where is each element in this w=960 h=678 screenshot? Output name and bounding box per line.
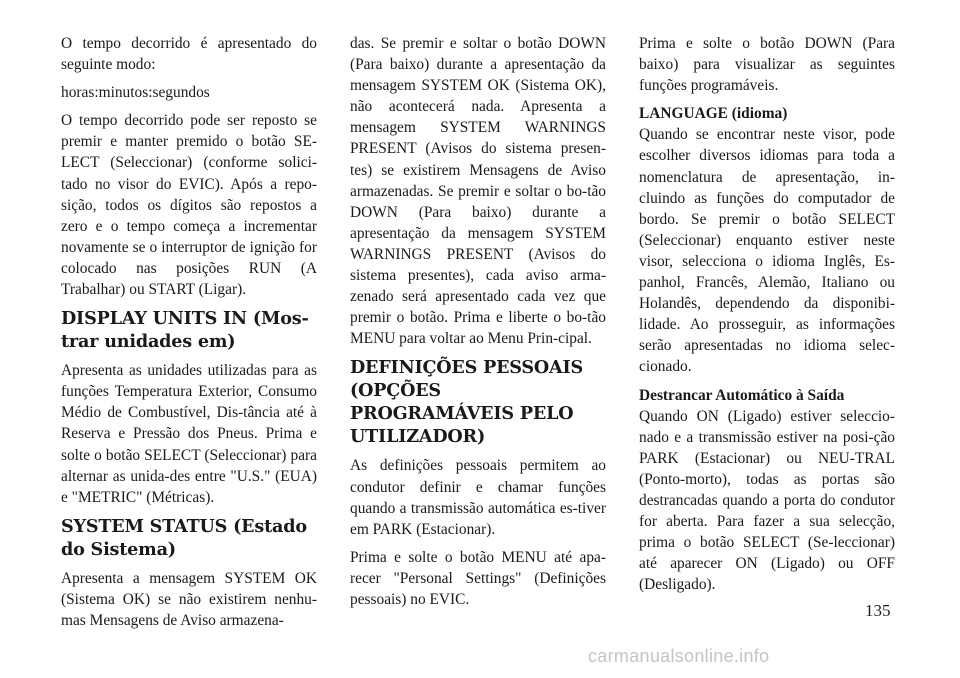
column-right: [639, 33, 895, 602]
paragraph: horas:minutos:segundos: [61, 84, 210, 102]
paragraph: das. Se premir e soltar o botão DOWN (Para baixo) durante a apresentação da mensagem SYSTEM OK (Sistema OK), não acontecerá nada. Apresenta a mensagem SYSTEM WARNINGS PRESENT (Avisos do sistema presen-tes) se existirem Mensagens de Aviso armazenadas. Se premir e soltar o bo-tão DOWN (Para baixo) durante a apresentação da mensagem SYSTEM WARNINGS PRESENT (Avisos do sistema presentes), cada aviso arma-zenado será apresentado cada vez que premir o botão. Prima e liberte o bo-tão MENU para voltar ao Menu Prin-cipal.: [350, 35, 606, 348]
column-left: [61, 33, 317, 638]
subsection: [639, 385, 895, 596]
paragraph: Apresenta as unidades utilizadas para as funções Temperatura Exterior, Consumo Médio de Combustível, Dis-tância até à Reserva e Pressão dos Pneus. Prima e solte o botão SELECT (Seleccionar) para alternar as unida-des entre "U.S." (EUA) e "METRIC" (Métricas).: [61, 362, 317, 506]
subsection-heading: Destrancar Automático à Saída: [639, 386, 845, 404]
subsection-heading: LANGUAGE (idioma): [639, 105, 788, 123]
paragraph: Prima e solte o botão DOWN (Para baixo) para visualizar as seguintes funções programáveis.: [639, 35, 895, 95]
page-number: 135: [865, 601, 891, 620]
section-heading: SYSTEM STATUS (Estado do Sistema): [61, 515, 307, 560]
paragraph: Apresenta a mensagem SYSTEM OK (Sistema OK) se não existirem nenhu-mas Mensagens de Aviso armazena-: [61, 569, 317, 629]
paragraph: As definições pessoais permitem ao condutor definir e chamar funções quando a transmissão automática es-tiver em PARK (Estacionar).: [350, 457, 606, 538]
watermark: carmanualsonline.info: [588, 646, 770, 666]
section-heading: DISPLAY UNITS IN (Mos-trar unidades em): [61, 308, 309, 353]
section-heading: DEFINIÇÕES PESSOAIS (OPÇÕES PROGRAMÁVEIS PELO UTILIZADOR): [350, 357, 584, 448]
paragraph: O tempo decorrido pode ser reposto se premir e manter premido o botão SE-LECT (Seleccionar) (conforme solici-tado no visor do EVIC). Após a repo-sição, todos os dígitos são repostos a zero e o tempo começa a incrementar novamente se o interruptor de ignição for colocado nas posições RUN (A Trabalhar) ou START (Ligar).: [61, 112, 317, 299]
paragraph: Quando ON (Ligado) estiver seleccio-nado e a transmissão estiver na posi-ção PARK (Estacionar) ou NEU-TRAL (Ponto-morto), todas as portas são destrancadas quando a porta do condutor for aberta. Para fazer a sua selecção, prima o botão SELECT (Se-leccionar) até aparecer ON (Ligado) ou OFF (Desligado).: [639, 407, 895, 594]
subsection: [639, 103, 895, 377]
paragraph: O tempo decorrido é apresentado do seguinte modo:: [61, 35, 317, 74]
column-middle: [350, 33, 606, 617]
paragraph: Quando se encontrar neste visor, pode escolher diversos idiomas para toda a nomenclatura de apresentação, in-cluindo as funções do computador de bordo. Se premir o botão SELECT (Seleccionar) enquanto estiver neste visor, selecciona o idioma Inglês, Es-panhol, Francês, Alemão, Italiano ou Holandês, dependendo da disponibi-lidade. Ao prosseguir, as informações serão apresentadas no idioma selec-cionado.: [639, 126, 895, 376]
paragraph: Prima e solte o botão MENU até apa-recer "Personal Settings" (Definições pessoais) no EVIC.: [350, 548, 606, 608]
